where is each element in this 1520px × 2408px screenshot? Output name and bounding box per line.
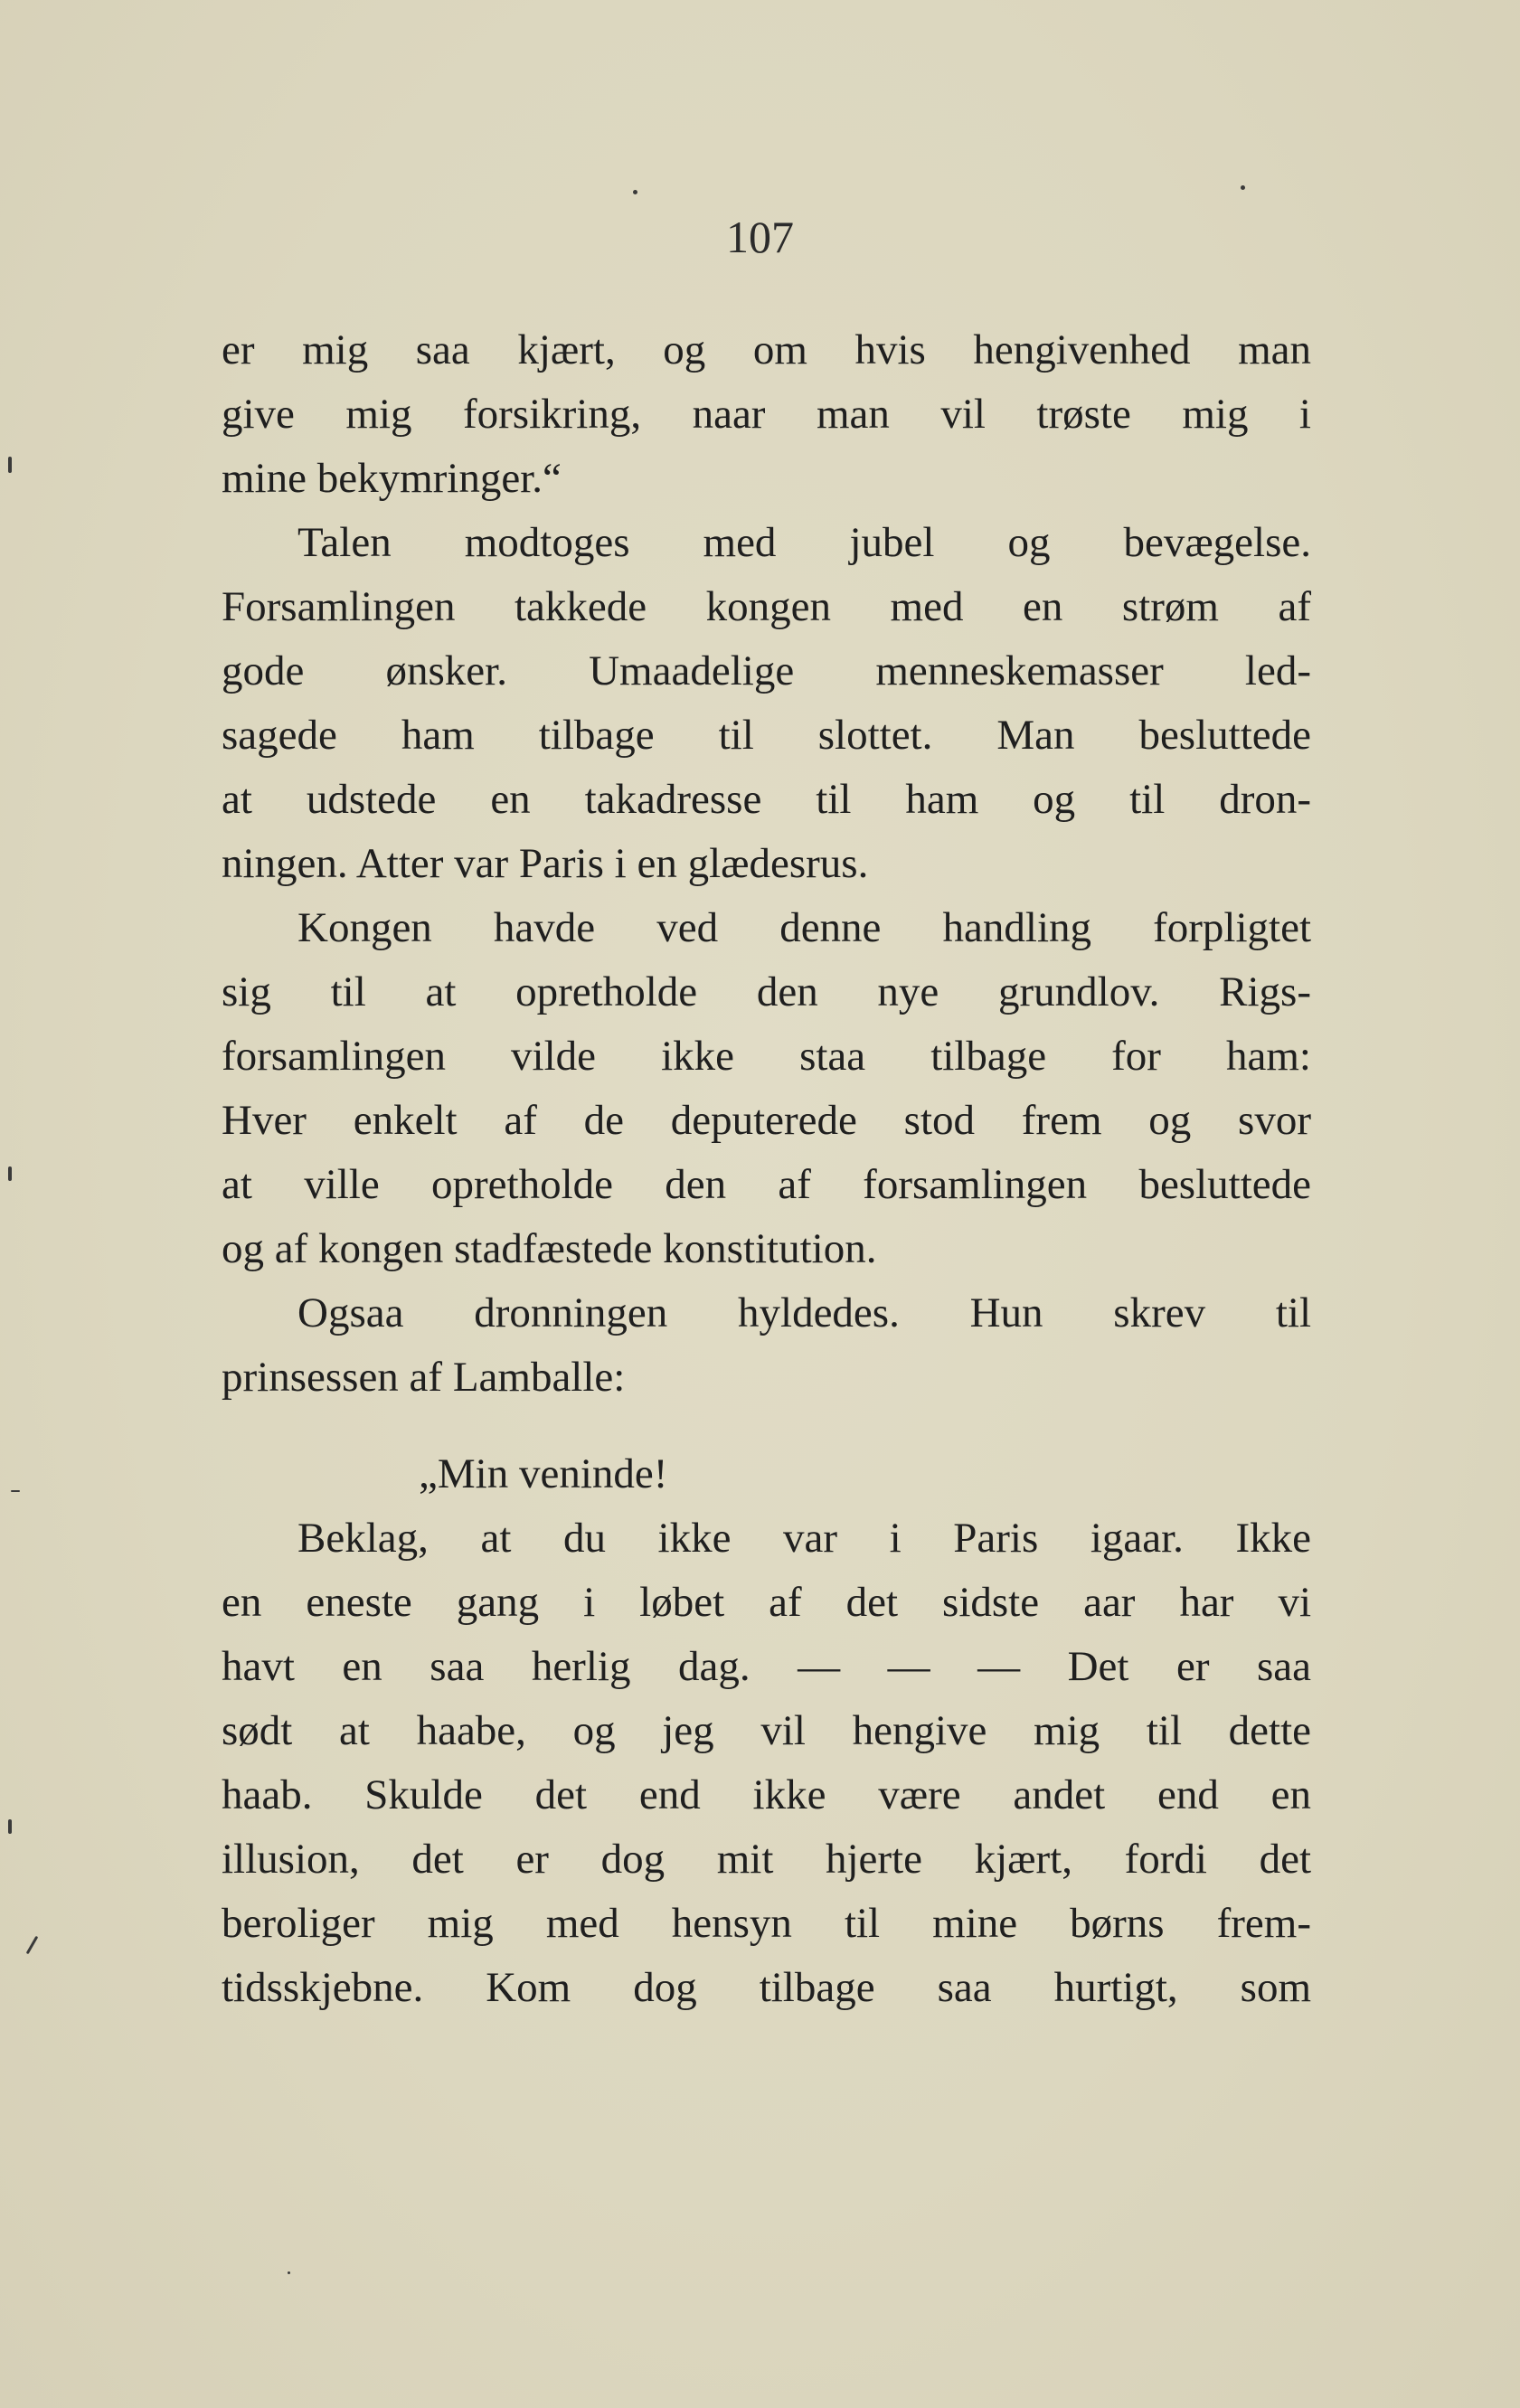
text-line: illusion, det er dog mit hjerte kjært, fordi det — [222, 1836, 1311, 1883]
paper-speck — [8, 457, 12, 473]
text-line: haab. Skulde det end ikke være andet end en — [222, 1771, 1311, 1818]
text-line: give mig forsikring, naar man vil trøste mig i — [222, 391, 1311, 438]
text-line: at udstede en takadresse til ham og til dron- — [222, 776, 1311, 823]
paper-speck — [11, 1490, 20, 1492]
text-line: Kongen havde ved denne handling forpligtet — [297, 904, 1311, 951]
text-line: Ogsaa dronningen hyldedes. Hun skrev til — [297, 1289, 1311, 1336]
text-line: prinsessen af Lamballe: — [222, 1354, 626, 1401]
paper-speck — [8, 1819, 12, 1834]
text-line: sig til at opretholde den nye grundlov. Rigs- — [222, 968, 1311, 1015]
paper-speck — [8, 1166, 12, 1181]
paper-speck — [633, 190, 637, 194]
letter-salutation: „Min veninde! — [419, 1450, 668, 1497]
text-line: mine bekymringer.“ — [222, 455, 562, 502]
paper-speck — [26, 1936, 39, 1955]
paragraph-gap — [222, 1410, 1311, 1442]
text-line: Beklag, at du ikke var i Paris igaar. Ikke — [297, 1515, 1311, 1562]
text-line: forsamlingen vilde ikke staa tilbage for ham: — [222, 1033, 1311, 1080]
text-line: sagede ham tilbage til slottet. Man besluttede — [222, 712, 1311, 759]
text-line: sødt at haabe, og jeg vil hengive mig til dette — [222, 1707, 1311, 1754]
text-line: en eneste gang i løbet af det sidste aar har vi — [222, 1579, 1311, 1626]
text-line: Talen modtoges med jubel og bevægelse. — [297, 519, 1311, 566]
text-line: havt en saa herlig dag. — — — Det er saa — [222, 1643, 1311, 1690]
text-line: gode ønsker. Umaadelige menneskemasser led- — [222, 647, 1311, 694]
text-line: ningen. Atter var Paris i en glædesrus. — [222, 840, 869, 887]
paper-speck — [288, 2271, 290, 2274]
text-line: Hver enkelt af de deputerede stod frem og svor — [222, 1097, 1311, 1144]
text-line: og af kongen stadfæstede konstitution. — [222, 1225, 877, 1272]
text-line: tidsskjebne. Kom dog tilbage saa hurtigt, som — [222, 1964, 1311, 2011]
text-line: at ville opretholde den af forsamlingen besluttede — [222, 1161, 1311, 1208]
paper-speck — [1241, 185, 1245, 190]
body-text — [222, 318, 1311, 2020]
text-line: beroliger mig med hensyn til mine børns frem- — [222, 1900, 1311, 1947]
text-line: er mig saa kjært, og om hvis hengivenhed man — [222, 326, 1311, 373]
page-number: 107 — [726, 212, 794, 262]
text-line: Forsamlingen takkede kongen med en strøm af — [222, 583, 1311, 630]
